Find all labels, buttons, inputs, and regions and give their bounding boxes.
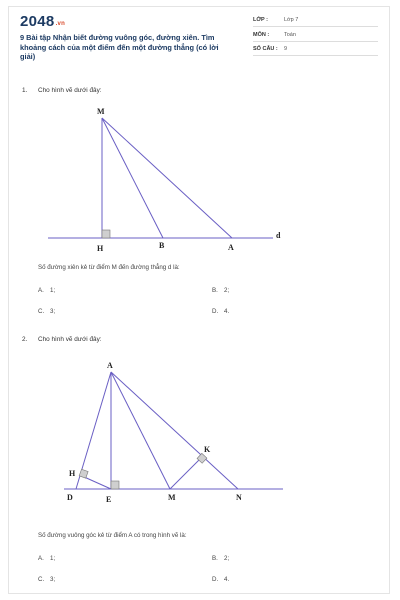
- logo-suffix: .vn: [55, 21, 66, 27]
- segment-AM: [111, 372, 170, 489]
- meta-label: SỐ CÂU :: [253, 46, 278, 52]
- option-label: B.: [212, 555, 218, 562]
- label-H: H: [97, 244, 104, 253]
- label-B: B: [159, 241, 165, 250]
- meta-value: 9: [284, 46, 288, 52]
- question-1-option-d[interactable]: [212, 308, 229, 315]
- option-value: 4.: [224, 576, 230, 583]
- option-label: C.: [38, 576, 45, 583]
- option-value: 3;: [50, 308, 56, 315]
- segment-AN: [111, 372, 238, 489]
- segment-EH: [82, 476, 111, 489]
- label-H2: H: [69, 469, 76, 478]
- question-prompt-text: Cho hình vẽ dưới đây:: [38, 336, 102, 343]
- option-value: 1;: [50, 287, 56, 294]
- right-angle-mark-H: [102, 230, 110, 238]
- question-1-text: Số đường xiên kẻ từ điểm M đến đường thẳng d là:: [38, 264, 180, 271]
- label-E: E: [106, 495, 112, 504]
- meta-label: LỚP :: [253, 17, 268, 23]
- question-number: 2.: [22, 336, 28, 343]
- label-N: N: [236, 493, 242, 502]
- label-D: D: [67, 493, 73, 502]
- figure-1-geometry: [48, 118, 273, 238]
- question-2-prompt: [22, 336, 102, 343]
- option-label: D.: [212, 576, 219, 583]
- label-K: K: [204, 445, 211, 454]
- option-label: A.: [38, 555, 44, 562]
- question-1-option-c[interactable]: [38, 308, 55, 315]
- segment-MK: [170, 456, 203, 489]
- segment-MB: [102, 118, 163, 238]
- figure-2-geometry: [64, 372, 283, 489]
- meta-value: Toán: [284, 32, 296, 38]
- logo-main: 2048: [20, 13, 55, 30]
- label-A2: A: [107, 361, 113, 370]
- question-2-option-b[interactable]: [212, 555, 229, 562]
- question-2-option-c[interactable]: [38, 576, 55, 583]
- label-A: A: [228, 243, 234, 252]
- label-M2: M: [168, 493, 176, 502]
- question-1-option-b[interactable]: [212, 287, 229, 294]
- option-value: 2;: [224, 287, 230, 294]
- segment-MA: [102, 118, 232, 238]
- question-1-option-a[interactable]: [38, 287, 55, 294]
- option-value: 3;: [50, 576, 56, 583]
- option-label: B.: [212, 287, 218, 294]
- question-2-option-d[interactable]: [212, 576, 229, 583]
- label-d: d: [276, 231, 281, 240]
- question-2-option-a[interactable]: [38, 555, 55, 562]
- question-2-text: Số đường vuông góc kẻ từ điểm A có trong hình vẽ là:: [38, 532, 187, 539]
- option-label: A.: [38, 287, 44, 294]
- right-angle-mark-H: [79, 469, 88, 478]
- option-label: C.: [38, 308, 45, 315]
- option-value: 1;: [50, 555, 56, 562]
- meta-value: Lớp 7: [284, 17, 299, 23]
- right-angle-mark-E: [111, 481, 119, 489]
- right-angle-mark-K: [197, 453, 207, 463]
- meta-label: MÔN :: [253, 32, 270, 38]
- option-value: 2;: [224, 555, 230, 562]
- label-M: M: [97, 107, 105, 116]
- question-prompt-text: Cho hình vẽ dưới đây:: [38, 87, 102, 94]
- document-title: 9 Bài tập Nhận biết đường vuông góc, đường xiên. Tìm khoảng cách của một điểm đến một đường thẳng (có lời giải): [20, 33, 219, 61]
- question-number: 1.: [22, 87, 28, 94]
- option-label: D.: [212, 308, 219, 315]
- option-value: 4.: [224, 308, 230, 315]
